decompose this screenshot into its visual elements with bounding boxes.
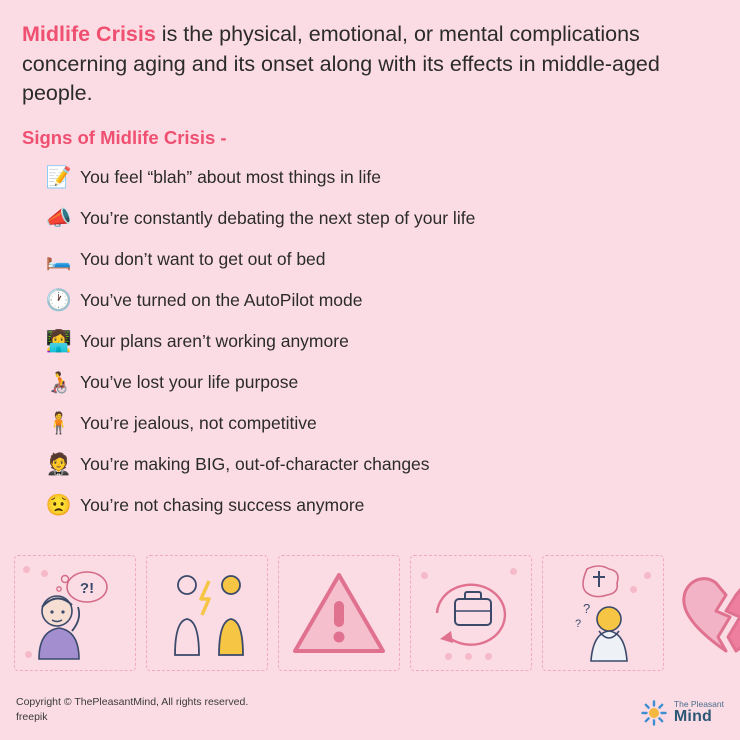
list-item-label: You’re not chasing success anymore — [80, 494, 365, 515]
list-item — [38, 444, 740, 485]
copyright-text: Copyright © ThePleasantMind, All rights reserved. — [16, 695, 249, 708]
decorative-dot — [445, 653, 452, 660]
brand-name-top: The Pleasant — [673, 699, 724, 710]
broken-heart-icon — [674, 563, 740, 663]
decorative-dot — [465, 653, 472, 660]
blah-blah-blah-note-icon: 📝 — [45, 165, 73, 189]
warning-triangle-illustration — [278, 555, 400, 671]
brand-text — [674, 700, 724, 726]
credit-text: freepik — [16, 711, 48, 724]
person-standing-icon: 🧍 — [45, 411, 73, 435]
clock-autopilot-icon: 🕐 — [45, 288, 73, 312]
list-item-label: You’re constantly debating the next step of your life — [80, 207, 476, 228]
confused-man-svg — [15, 563, 135, 663]
couple-conflict-illustration — [146, 555, 268, 671]
list-item-label: You feel “blah” about most things in life — [80, 166, 381, 187]
list-item — [38, 239, 740, 280]
decorative-dot — [41, 570, 48, 577]
list-item-label: You’ve lost your life purpose — [80, 371, 299, 392]
debate-speech-icon: 📣 — [45, 206, 73, 230]
illustration-band — [0, 545, 740, 680]
decorative-dot — [485, 653, 492, 660]
decorative-dot — [630, 586, 637, 593]
bed-icon: 🛏️ — [45, 247, 73, 271]
list-item — [38, 280, 740, 321]
list-item-label: You’re making BIG, out-of-character changes — [80, 453, 430, 474]
list-item — [38, 321, 740, 362]
decorative-dot — [510, 568, 517, 575]
brand-name-bottom: Mind — [673, 708, 713, 726]
decorative-dot — [25, 651, 32, 658]
section-title: Signs of Midlife Crisis - — [22, 126, 227, 148]
list-item — [38, 157, 740, 198]
list-item-label: You’re jealous, not competitive — [80, 412, 317, 433]
brand-logo[interactable] — [641, 700, 724, 726]
list-item-label: You’ve turned on the AutoPilot mode — [80, 289, 363, 310]
person-worried-icon: 😟 — [45, 493, 73, 517]
broken-heart-illustration — [674, 555, 740, 671]
page-title — [0, 0, 740, 109]
svg-text:?: ? — [583, 600, 591, 616]
briefcase-cycle-illustration — [410, 555, 532, 671]
list-item — [38, 198, 740, 239]
decorative-dot — [421, 572, 428, 579]
couple-conflict-svg — [147, 563, 267, 663]
list-item-label: You don’t want to get out of bed — [80, 248, 326, 269]
list-item — [38, 403, 740, 444]
headline-rest: is the physical, emotional, or mental complications concerning aging and its onset along with its effects in middle-aged people. — [22, 22, 660, 106]
list-item — [38, 362, 740, 403]
person-suit-icon: 🤵 — [45, 452, 73, 476]
person-laptop-icon: 👩‍💻 — [45, 329, 73, 353]
decorative-dot — [23, 566, 30, 573]
person-sitting-icon: 🧑‍🦽 — [45, 370, 73, 394]
sun-icon — [641, 700, 667, 726]
svg-text:?: ? — [575, 617, 582, 630]
list-item — [38, 485, 740, 526]
warning-triangle-icon — [279, 563, 399, 663]
list-item-label: Your plans aren’t working anymore — [80, 330, 349, 351]
headline-term: Midlife Crisis — [22, 22, 156, 46]
decorative-dot — [644, 572, 651, 579]
signs-list — [0, 157, 740, 526]
person-crying-doubt-illustration — [542, 555, 664, 671]
briefcase-cycle-svg — [411, 563, 531, 663]
footer — [16, 695, 248, 727]
svg-text:?!: ?! — [79, 579, 95, 597]
confused-man-thinking-illustration — [14, 555, 136, 671]
